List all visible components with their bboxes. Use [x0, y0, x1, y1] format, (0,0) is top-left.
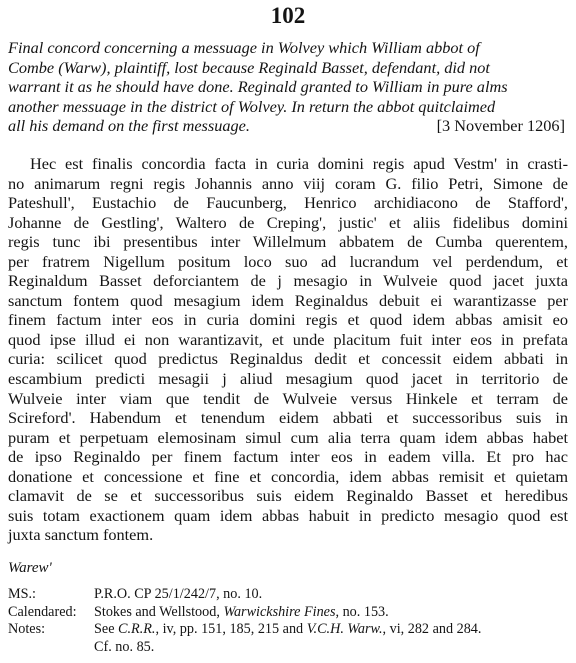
body-line: clamavit de se et successoribus suis eidem Reginaldo Basset et heredibus [8, 486, 568, 506]
notes-crr: C.R.R. [118, 621, 156, 637]
notes-row [8, 621, 568, 656]
notes-crossref: Cf. no. 85. [94, 638, 155, 655]
body-line: Reginaldum Basset deforciantem de j mesagio in Wulveie quod jacet juxta [8, 271, 568, 291]
body-line: finem factum inter eos in curia domini regis et quod idem abbas amisit eo [8, 310, 568, 330]
document-summary [8, 38, 568, 136]
body-line: regis tunc ibi presentibus inter Willelmum abbatem de Cumba querentem, [8, 232, 568, 252]
county-label: Warew' [8, 560, 52, 576]
notes-see: See [94, 621, 115, 637]
calendared-authors: Stokes and Wellstood, [94, 603, 220, 620]
page-number: 102 [270, 3, 306, 28]
latin-text-body [8, 154, 568, 545]
body-line: curia: scilicet quod predictus Reginaldus dedit et concessit eidem abbati in [8, 349, 568, 369]
ms-value: P.R.O. CP 25/1/242/7, no. 10. [94, 586, 263, 602]
summary-line: another messuage in the district of Wolvey. In return the abbot quitclaimed [8, 96, 496, 116]
notes-label: Notes: [8, 621, 46, 637]
body-line: no animarum regni regis Johannis anno viij coram G. filio Petri, Simone de [8, 173, 568, 193]
notes-pages: , iv, pp. 151, 185, 215 and [155, 621, 304, 637]
ms-label: MS.: [8, 586, 36, 602]
ms-row [8, 586, 568, 604]
notes-vch: V.C.H. Warw. [306, 621, 383, 637]
body-line: sanctum fontem quod mesagium idem Reginaldus debuit ei warantizasse per [8, 290, 568, 310]
calendared-number: , no. 153. [335, 603, 389, 620]
summary-line: warrant it as he should have done. Reginald granted to William in pure alms [8, 77, 508, 97]
apparatus-notes [8, 586, 568, 656]
body-line: per fratrem Nigellum positum loco suo ad lucrandum vel perdendum, et [8, 251, 568, 271]
body-line: de ipso Reginaldo per finem factum inter eos in eadem villa. Et pro hac [8, 447, 568, 467]
calendared-row [8, 604, 568, 622]
body-line: quod ipse illud ei non warantizavit, et unde placitum fuit inter eos in prefata [8, 329, 568, 349]
body-line: escambium predicti mesagii j aliud mesagium quod jacet in territorio de [8, 369, 568, 389]
body-line: Pateshull', Eustachio de Faucunberg, Henrico archidiacono de Stafford', [8, 193, 568, 213]
body-line: Wulveie inter viam que tendit de Wulveie versus Hinkele et terram de [8, 388, 568, 408]
summary-line: Final concord concerning a messuage in Wolvey which William abbot of [8, 38, 480, 57]
summary-line: Combe (Warw), plaintiff, lost because Reginald Basset, defendant, did not [8, 57, 490, 77]
body-line: Johanne de Gestling', Waltero de Creping', justic' et aliis fidelibus domini [8, 212, 568, 232]
calendared-title: Warwickshire Fines [223, 603, 336, 620]
summary-line: all his demand on the first messuage. [8, 116, 250, 136]
document-date: [3 November 1206] [436, 116, 565, 136]
body-line: puram et perpetuam elemosinam simul cum alia terra quam idem abbas habet [8, 427, 568, 447]
notes-value [94, 621, 568, 656]
body-line: Hec est finalis concordia facta in curia domini regis apud Vestm' in crasti- [30, 154, 568, 173]
body-line: juxta sanctum fontem. [8, 525, 154, 545]
body-line: donatione et concessione et fine et concordia, idem abbas remisit et quietam [8, 466, 568, 486]
notes-vch-pages: , vi, 282 and 284. [382, 621, 482, 637]
calendared-label: Calendared: [8, 603, 77, 620]
body-line: Scireford'. Habendum et tenendum eidem abbati et successoribus suis in [8, 408, 568, 428]
body-line: suis totam exactionem quam idem abbas habuit in predicto mesagio quod est [8, 505, 568, 525]
summary-last-line [8, 116, 568, 136]
calendared-value [94, 604, 568, 622]
